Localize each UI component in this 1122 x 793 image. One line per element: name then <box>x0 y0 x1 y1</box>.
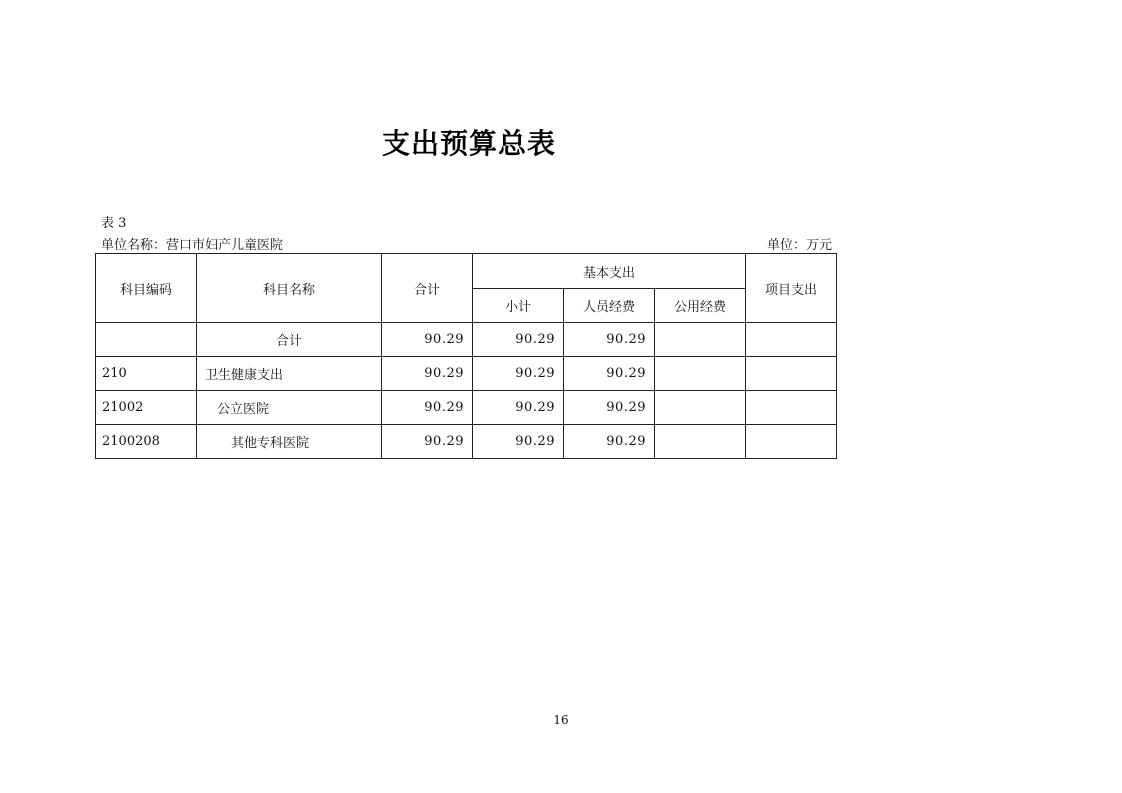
cell-project <box>746 357 837 391</box>
cell-personnel: 90.29 <box>564 357 655 391</box>
cell-personnel: 90.29 <box>564 425 655 459</box>
cell-personnel: 90.29 <box>564 391 655 425</box>
cell-project <box>746 391 837 425</box>
table-row <box>96 357 837 391</box>
cell-name: 其他专科医院 <box>197 425 382 459</box>
document-title: 支出预算总表 <box>381 127 556 160</box>
header-name: 科目名称 <box>197 254 382 323</box>
cell-total: 90.29 <box>382 425 473 459</box>
header-personnel: 人员经费 <box>564 289 655 323</box>
cell-total: 90.29 <box>382 357 473 391</box>
table-row <box>96 425 837 459</box>
table-row <box>96 391 837 425</box>
header-public: 公用经费 <box>655 289 746 323</box>
cell-public <box>655 323 746 357</box>
cell-subtotal: 90.29 <box>473 391 564 425</box>
cell-subtotal: 90.29 <box>473 323 564 357</box>
header-total: 合计 <box>382 254 473 323</box>
unit-name-label: 单位名称：营口市妇产儿童医院 <box>101 238 284 253</box>
cell-code: 2100208 <box>96 425 197 459</box>
cell-public <box>655 391 746 425</box>
cell-code: 210 <box>96 357 197 391</box>
header-basic-expenditure: 基本支出 <box>473 254 746 289</box>
header-project-expenditure: 项目支出 <box>746 254 837 323</box>
header-subtotal: 小计 <box>473 289 564 323</box>
header-row-top <box>96 254 837 289</box>
cell-total: 90.29 <box>382 391 473 425</box>
cell-name: 合计 <box>197 323 382 357</box>
table-row <box>96 323 837 357</box>
cell-public <box>655 357 746 391</box>
cell-project <box>746 425 837 459</box>
header-code: 科目编码 <box>96 254 197 323</box>
cell-code: 21002 <box>96 391 197 425</box>
cell-subtotal: 90.29 <box>473 357 564 391</box>
cell-name: 公立医院 <box>197 391 382 425</box>
currency-unit-label: 单位：万元 <box>767 238 833 253</box>
table-number: 表 3 <box>101 216 127 231</box>
cell-subtotal: 90.29 <box>473 425 564 459</box>
cell-name: 卫生健康支出 <box>197 357 382 391</box>
cell-code <box>96 323 197 357</box>
expenditure-budget-table <box>95 253 837 459</box>
page-number: 16 <box>553 713 569 727</box>
cell-project <box>746 323 837 357</box>
cell-personnel: 90.29 <box>564 323 655 357</box>
cell-public <box>655 425 746 459</box>
cell-total: 90.29 <box>382 323 473 357</box>
